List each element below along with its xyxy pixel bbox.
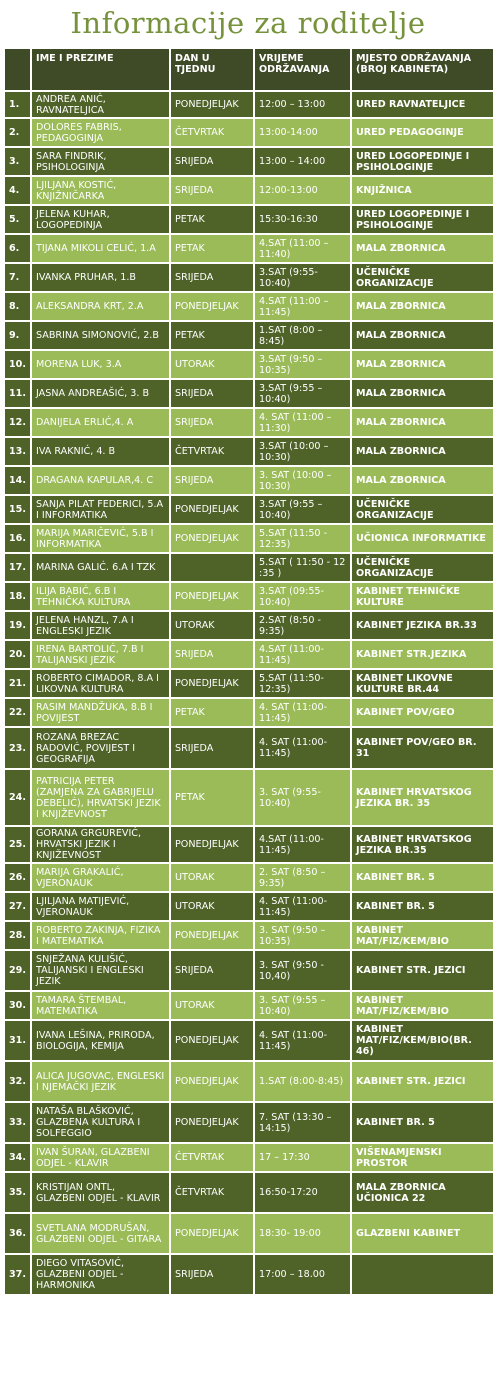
row-name: JASNA ANDREAŠIĆ, 3. B — [31, 379, 170, 408]
row-name: MARINA GALIĆ. 6.A I TZK — [31, 553, 170, 582]
table-row — [4, 1061, 494, 1102]
row-day — [170, 553, 254, 582]
table-row — [4, 640, 494, 669]
row-name: ROBERTO ZAKINJA, FIZIKA I MATEMATIKA — [31, 921, 170, 950]
row-place: KABINET BR. 5 — [351, 1102, 494, 1143]
row-day: SRIJEDA — [170, 1254, 254, 1295]
row-time: 5.SAT (11:50-12:35) — [254, 669, 351, 698]
table-body — [4, 91, 494, 1295]
row-time: 4.SAT (11:00-11:45) — [254, 640, 351, 669]
row-time: 12:00 – 13:00 — [254, 91, 351, 118]
row-day: UTORAK — [170, 611, 254, 640]
table-row — [4, 321, 494, 350]
row-day: SRIJEDA — [170, 263, 254, 292]
row-day: UTORAK — [170, 991, 254, 1020]
row-place: KABINET BR. 5 — [351, 863, 494, 892]
row-place: UČENIČKE ORGANIZACIJE — [351, 495, 494, 524]
row-number: 29. — [4, 950, 31, 991]
row-number: 19. — [4, 611, 31, 640]
row-day: UTORAK — [170, 863, 254, 892]
row-time: 4.SAT (11:00 – 11:40) — [254, 234, 351, 263]
row-name: DOLORES FABRIS, PEDAGOGINJA — [31, 118, 170, 147]
row-time: 16:50-17:20 — [254, 1172, 351, 1213]
row-day: PONEDJELJAK — [170, 1213, 254, 1254]
row-name: MORENA LUK, 3.A — [31, 350, 170, 379]
row-place: GLAZBENI KABINET — [351, 1213, 494, 1254]
table-row — [4, 234, 494, 263]
row-day: PONEDJELJAK — [170, 669, 254, 698]
row-time: 3.SAT (10:00 – 10:30) — [254, 437, 351, 466]
row-number: 33. — [4, 1102, 31, 1143]
row-place: URED LOGOPEDINJE I PSIHOLOGINJE — [351, 205, 494, 234]
row-time: 3. SAT (9:50 – 10:35) — [254, 921, 351, 950]
row-number: 12. — [4, 408, 31, 437]
row-time: 4.SAT (11:00-11:45) — [254, 826, 351, 863]
row-name: JELENA HANZL, 7.A I ENGLESKI JEZIK — [31, 611, 170, 640]
table-row — [4, 698, 494, 727]
row-name: SABRINA SIMONOVIĆ, 2.B — [31, 321, 170, 350]
row-day: PONEDJELJAK — [170, 1020, 254, 1061]
row-place: KABINET STR. JEZICI — [351, 1061, 494, 1102]
page-title: Informacije za roditelje — [70, 6, 426, 40]
row-name: ILIJA BABIĆ, 6.B I TEHNIČKA KULTURA — [31, 582, 170, 611]
row-number: 24. — [4, 769, 31, 826]
table-row — [4, 892, 494, 921]
row-time: 3. SAT (9:50 - 10,40) — [254, 950, 351, 991]
table-row — [4, 205, 494, 234]
row-name: GORANA GRGUREVIĆ, HRVATSKI JEZIK I KNJIŽEVNOST — [31, 826, 170, 863]
row-name: IVANKA PRUHAR, 1.B — [31, 263, 170, 292]
row-number: 26. — [4, 863, 31, 892]
table-row — [4, 727, 494, 769]
row-day: SRIJEDA — [170, 950, 254, 991]
row-time: 5.SAT ( 11:50 - 12 :35 ) — [254, 553, 351, 582]
row-day: ČETVRTAK — [170, 437, 254, 466]
row-day: ČETVRTAK — [170, 1172, 254, 1213]
row-number: 30. — [4, 991, 31, 1020]
row-name: SANJA PILAT FEDERICI, 5.A I INFORMATIKA — [31, 495, 170, 524]
row-name: LJILJANA MATIJEVIĆ, VJERONAUK — [31, 892, 170, 921]
row-place: URED RAVNATELJICE — [351, 91, 494, 118]
row-number: 35. — [4, 1172, 31, 1213]
row-place: MALA ZBORNICA — [351, 437, 494, 466]
row-number: 21. — [4, 669, 31, 698]
row-number: 25. — [4, 826, 31, 863]
row-day: PETAK — [170, 205, 254, 234]
table-row — [4, 379, 494, 408]
row-place: UČENIČKE ORGANIZACIJE — [351, 553, 494, 582]
row-place: KABINET TEHNIČKE KULTURE — [351, 582, 494, 611]
row-place: URED LOGOPEDINJE I PSIHOLOGINJE — [351, 147, 494, 176]
row-time: 2. SAT (8:50 – 9:35) — [254, 863, 351, 892]
row-name: TIJANA MIKOLI CELIĆ, 1.A — [31, 234, 170, 263]
row-place: KABINET MAT/FIZ/KEM/BIO — [351, 991, 494, 1020]
row-day: SRIJEDA — [170, 727, 254, 769]
table-row — [4, 292, 494, 321]
row-day: UTORAK — [170, 350, 254, 379]
row-place: KABINET POV/GEO BR. 31 — [351, 727, 494, 769]
row-place: KABINET HRVATSKOG JEZIKA BR.35 — [351, 826, 494, 863]
row-number: 5. — [4, 205, 31, 234]
table-row — [4, 669, 494, 698]
row-number: 18. — [4, 582, 31, 611]
row-number: 8. — [4, 292, 31, 321]
row-time: 3. SAT (9:55-10:40) — [254, 769, 351, 826]
row-place: MALA ZBORNICA — [351, 292, 494, 321]
table-row — [4, 118, 494, 147]
row-day: SRIJEDA — [170, 466, 254, 495]
row-name: ALICA JUGOVAC, ENGLESKI I NJEMAČKI JEZIK — [31, 1061, 170, 1102]
row-number: 14. — [4, 466, 31, 495]
row-name: PATRICIJA PETER (ZAMJENA ZA GABRIJELU DEBELIĆ), HRVATSKI JEZIK I KNJIŽEVNOST — [31, 769, 170, 826]
row-day: PONEDJELJAK — [170, 91, 254, 118]
row-day: SRIJEDA — [170, 379, 254, 408]
row-place: MALA ZBORNICA — [351, 466, 494, 495]
table-row — [4, 611, 494, 640]
table-row — [4, 466, 494, 495]
table-row — [4, 991, 494, 1020]
row-number: 17. — [4, 553, 31, 582]
row-day: ČETVRTAK — [170, 118, 254, 147]
row-day: PONEDJELJAK — [170, 495, 254, 524]
row-number: 1. — [4, 91, 31, 118]
row-time: 3.SAT (9:50 – 10:35) — [254, 350, 351, 379]
row-day: SRIJEDA — [170, 408, 254, 437]
row-number: 28. — [4, 921, 31, 950]
row-place: KABINET BR. 5 — [351, 892, 494, 921]
table-row — [4, 437, 494, 466]
row-day: PONEDJELJAK — [170, 1061, 254, 1102]
row-time: 4.SAT (11:00 – 11:45) — [254, 292, 351, 321]
header-place: MJESTO ODRŽAVANJA (BROJ KABINETA) — [351, 48, 494, 91]
row-name: IVA RAKNIĆ, 4. B — [31, 437, 170, 466]
table-row — [4, 582, 494, 611]
row-place: KABINET JEZIKA BR.33 — [351, 611, 494, 640]
table-row — [4, 863, 494, 892]
row-number: 3. — [4, 147, 31, 176]
row-name: MARIJA MARIČEVIĆ, 5.B I INFORMATIKA — [31, 524, 170, 553]
table-row — [4, 495, 494, 524]
row-name: MARIJA GRAKALIĆ, VJERONAUK — [31, 863, 170, 892]
row-name: KRISTIJAN ONTL, GLAZBENI ODJEL - KLAVIR — [31, 1172, 170, 1213]
row-day: PONEDJELJAK — [170, 524, 254, 553]
row-time: 7. SAT (13:30 – 14:15) — [254, 1102, 351, 1143]
header-name: IME I PREZIME — [31, 48, 170, 91]
row-time: 13:00-14:00 — [254, 118, 351, 147]
table-row — [4, 1254, 494, 1295]
row-number: 27. — [4, 892, 31, 921]
row-time: 3. SAT (10:00 – 10:30) — [254, 466, 351, 495]
row-number: 9. — [4, 321, 31, 350]
row-name: DRAGANA KAPULAR,4. C — [31, 466, 170, 495]
row-number: 36. — [4, 1213, 31, 1254]
row-name: SARA FINDRIK, PSIHOLOGINJA — [31, 147, 170, 176]
row-place: MALA ZBORNICA — [351, 350, 494, 379]
row-number: 4. — [4, 176, 31, 205]
table-row — [4, 769, 494, 826]
row-name: NATAŠA BLAŠKOVIĆ, GLAZBENA KULTURA I SOLFEGGIO — [31, 1102, 170, 1143]
table-row — [4, 553, 494, 582]
row-day: PONEDJELJAK — [170, 292, 254, 321]
row-place: KABINET MAT/FIZ/KEM/BIO(BR. 46) — [351, 1020, 494, 1061]
row-name: DIEGO VITASOVIĆ, GLAZBENI ODJEL - HARMONIKA — [31, 1254, 170, 1295]
row-number: 16. — [4, 524, 31, 553]
row-name: ALEKSANDRA KRT, 2.A — [31, 292, 170, 321]
table-row — [4, 1172, 494, 1213]
table-row — [4, 921, 494, 950]
row-number: 20. — [4, 640, 31, 669]
parent-meetings-table — [3, 47, 495, 1296]
table-row — [4, 950, 494, 991]
header-number — [4, 48, 31, 91]
row-name: LJILJANA KOSTIĆ, KNJIŽNIČARKA — [31, 176, 170, 205]
row-day: SRIJEDA — [170, 176, 254, 205]
row-day: ČETVRTAK — [170, 1143, 254, 1172]
row-time: 3.SAT (09:55- 10:40) — [254, 582, 351, 611]
row-day: PETAK — [170, 234, 254, 263]
row-time: 1.SAT (8:00 – 8:45) — [254, 321, 351, 350]
table-row — [4, 91, 494, 118]
row-name: IVANA LEŠINA, PRIRODA, BIOLOGIJA, KEMIJA — [31, 1020, 170, 1061]
row-day: SRIJEDA — [170, 147, 254, 176]
table-row — [4, 147, 494, 176]
table-row — [4, 524, 494, 553]
row-place: MALA ZBORNICA — [351, 234, 494, 263]
row-number: 22. — [4, 698, 31, 727]
row-place: KABINET STR.JEZIKA — [351, 640, 494, 669]
row-place: KABINET STR. JEZICI — [351, 950, 494, 991]
table-row — [4, 1143, 494, 1172]
row-time: 3.SAT (9:55 – 10:40) — [254, 495, 351, 524]
row-number: 37. — [4, 1254, 31, 1295]
row-number: 32. — [4, 1061, 31, 1102]
table-row — [4, 263, 494, 292]
row-place: MALA ZBORNICA UČIONICA 22 — [351, 1172, 494, 1213]
row-time: 4. SAT (11:00-11:45) — [254, 1020, 351, 1061]
row-time: 3.SAT (9:55-10:40) — [254, 263, 351, 292]
row-name: ROZANA BREZAC RADOVIĆ, POVIJEST I GEOGRAFIJA — [31, 727, 170, 769]
row-time: 4. SAT (11:00-11:45) — [254, 698, 351, 727]
row-name: SVETLANA MODRUŠAN, GLAZBENI ODJEL - GITARA — [31, 1213, 170, 1254]
row-day: PONEDJELJAK — [170, 921, 254, 950]
row-number: 23. — [4, 727, 31, 769]
row-place: MALA ZBORNICA — [351, 321, 494, 350]
row-name: ANDREA ANIĆ, RAVNATELJICA — [31, 91, 170, 118]
row-number: 13. — [4, 437, 31, 466]
row-time: 18:30- 19:00 — [254, 1213, 351, 1254]
row-day: UTORAK — [170, 892, 254, 921]
row-name: TAMARA ŠTEMBAL, MATEMATIKA — [31, 991, 170, 1020]
row-name: JELENA KUHAR, LOGOPEDINJA — [31, 205, 170, 234]
row-name: DANIJELA ERLIĆ,4. A — [31, 408, 170, 437]
header-day: DAN U TJEDNU — [170, 48, 254, 91]
row-place: KABINET POV/GEO — [351, 698, 494, 727]
row-time: 4. SAT (11:00-11:45) — [254, 892, 351, 921]
row-day: PETAK — [170, 769, 254, 826]
table-row — [4, 1213, 494, 1254]
row-day: PETAK — [170, 321, 254, 350]
row-name: SNJEŽANA KULIŠIĆ, TALIJANSKI I ENGLESKI JEZIK — [31, 950, 170, 991]
row-day: PETAK — [170, 698, 254, 727]
row-place — [351, 1254, 494, 1295]
row-time: 4. SAT (11:00-11:45) — [254, 727, 351, 769]
row-name: RASIM MANDŽUKA, 8.B I POVIJEST — [31, 698, 170, 727]
row-day: SRIJEDA — [170, 640, 254, 669]
table-row — [4, 176, 494, 205]
table-header-row — [4, 48, 494, 91]
row-time: 15:30-16:30 — [254, 205, 351, 234]
row-time: 5.SAT (11:50 - 12:35) — [254, 524, 351, 553]
row-place: MALA ZBORNICA — [351, 408, 494, 437]
table-row — [4, 1102, 494, 1143]
row-time: 2.SAT (8:50 - 9:35) — [254, 611, 351, 640]
row-day: PONEDJELJAK — [170, 1102, 254, 1143]
row-time: 17 – 17:30 — [254, 1143, 351, 1172]
row-time: 4. SAT (11:00 – 11:30) — [254, 408, 351, 437]
row-number: 7. — [4, 263, 31, 292]
row-place: KABINET LIKOVNE KULTURE BR.44 — [351, 669, 494, 698]
row-number: 6. — [4, 234, 31, 263]
row-place: KABINET HRVATSKOG JEZIKA BR. 35 — [351, 769, 494, 826]
row-number: 15. — [4, 495, 31, 524]
table-row — [4, 1020, 494, 1061]
row-time: 17:00 – 18.00 — [254, 1254, 351, 1295]
row-name: ROBERTO CIMADOR, 8.A I LIKOVNA KULTURA — [31, 669, 170, 698]
header-time: VRIJEME ODRŽAVANJA — [254, 48, 351, 91]
row-number: 34. — [4, 1143, 31, 1172]
row-day: PONEDJELJAK — [170, 826, 254, 863]
row-number: 11. — [4, 379, 31, 408]
row-place: UČIONICA INFORMATIKE — [351, 524, 494, 553]
row-time: 1.SAT (8:00-8:45) — [254, 1061, 351, 1102]
row-place: KABINET MAT/FIZ/KEM/BIO — [351, 921, 494, 950]
row-place: VIŠENAMJENSKI PROSTOR — [351, 1143, 494, 1172]
row-time: 3. SAT (9:55 – 10:40) — [254, 991, 351, 1020]
table-row — [4, 826, 494, 863]
row-place: KNJIŽNICA — [351, 176, 494, 205]
row-time: 13:00 – 14:00 — [254, 147, 351, 176]
row-place: UČENIČKE ORGANIZACIJE — [351, 263, 494, 292]
row-number: 31. — [4, 1020, 31, 1061]
row-name: IVAN ŠURAN, GLAZBENI ODJEL - KLAVIR — [31, 1143, 170, 1172]
row-place: MALA ZBORNICA — [351, 379, 494, 408]
row-number: 2. — [4, 118, 31, 147]
row-name: IRENA BARTOLIĆ, 7.B I TALIJANSKI JEZIK — [31, 640, 170, 669]
row-time: 3.SAT (9:55 – 10:40) — [254, 379, 351, 408]
row-number: 10. — [4, 350, 31, 379]
row-day: PONEDJELJAK — [170, 582, 254, 611]
row-place: URED PEDAGOGINJE — [351, 118, 494, 147]
row-time: 12:00-13:00 — [254, 176, 351, 205]
table-row — [4, 350, 494, 379]
table-row — [4, 408, 494, 437]
